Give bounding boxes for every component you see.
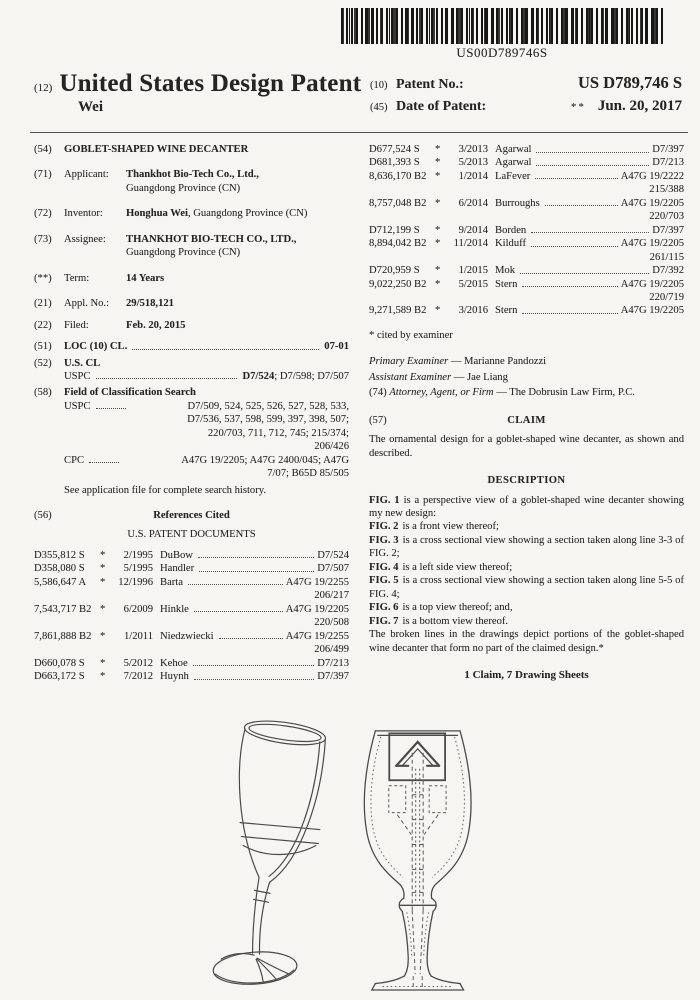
primary-examiner-name: — Marianne Pandozzi [450,356,547,368]
term-asterisks: ** [570,101,586,113]
inid-code-10: (10) [370,80,388,91]
ref-class: A47G 19/2205 [620,278,684,290]
attorney-label: Attorney, Agent, or Firm [389,387,494,399]
reference-row [34,562,349,575]
dotted-leader [535,170,617,180]
field-74-attorney [369,386,684,399]
claims-sheets-summary: 1 Claim, 7 Drawing Sheets [464,668,589,681]
ref-inventor: Kilduff [495,238,526,250]
description-title: DESCRIPTION [487,475,566,487]
ref-class: A47G 19/2205 [285,603,349,615]
barcode-block [341,8,663,61]
claim-title: CLAIM [507,414,546,426]
filed-label: Filed: [64,319,89,331]
ref-class: A47G 19/2205 [620,238,684,250]
content-columns [34,143,684,684]
ref-patent-number: 8,894,042 B2 [369,238,427,250]
ref-date: 5/2012 [123,657,153,669]
assignee-address: Guangdong Province (CN) [126,247,241,259]
ref-class-continuation: 206/499 [314,644,349,656]
ref-date: 5/2013 [458,157,488,169]
ref-star: * [100,576,106,588]
description-line: The broken lines in the drawings depict portions of the goblet-shaped wine decanter that form no part of the claimed design.* [369,629,684,654]
ref-class: D7/397 [652,224,684,236]
ref-date: 1/2015 [458,265,488,277]
dotted-leader [194,670,314,680]
ref-class: D7/213 [317,657,349,669]
ref-date: 6/2009 [123,603,153,615]
field-51-loc [34,340,349,353]
dotted-leader [536,143,649,153]
dotted-leader [96,400,126,410]
inid-code: (71) [34,169,52,181]
ref-class: D7/524 [317,549,349,561]
ref-class-continuation: 220/719 [649,291,684,303]
ref-date: 3/2016 [458,305,488,317]
field-52-us-cl [34,357,349,384]
inid-code: (72) [34,208,52,220]
ref-patent-number: D663,172 S [34,671,85,683]
ref-class: A47G 19/2222 [620,170,684,182]
reference-row [34,603,349,616]
ref-inventor: Stern [495,278,518,290]
description-line: FIG. 1 is a perspective view of a goblet-shaped wine decanter showing my new design: [369,494,684,519]
uspc-main-class: D7/524 [242,370,275,382]
ref-inventor: Niedzwiecki [160,630,214,642]
loc-value: 07-01 [324,341,349,353]
barcode-icon [341,8,663,44]
assignee-label: Assignee: [64,233,106,245]
ref-inventor: Hinkle [160,603,189,615]
ref-class-continuation: 220/508 [314,617,349,629]
dotted-leader [194,603,283,613]
inventor-name: Honghua Wei [126,208,188,220]
ref-star: * [435,224,441,236]
references-cited-title: References Cited [153,510,230,522]
inid-code: (57) [369,414,387,426]
patent-no-label: Patent No.: [396,77,464,92]
uspc-label: USPC [64,400,91,412]
assistant-examiner-name: — Jae Liang [453,371,508,383]
loc-label: LOC (10) CL. [64,341,128,353]
claim-heading [369,414,684,427]
ref-date: 12/1996 [118,576,153,588]
field-54-title [34,143,349,156]
ref-star: * [435,265,441,277]
dotted-leader [522,278,617,288]
ref-date: 6/2014 [458,197,488,209]
cpc-search-classes: A47G 19/2205; A47G 2400/045; A47G [181,454,349,466]
inventor-label: Inventor: [64,208,103,220]
inid-code: (56) [34,510,52,522]
inventor-surname: Wei [78,99,103,115]
applicant-address: Guangdong Province (CN) [126,182,241,194]
goblet-front-section-drawing [352,703,592,1000]
inid-code-12: (12) [34,82,53,94]
inid-code: (52) [34,357,52,369]
reference-row [34,549,349,562]
us-cl-label: U.S. CL [64,357,101,369]
ref-patent-number: D358,080 S [34,563,85,575]
ref-star: * [100,657,106,669]
reference-row [369,304,684,317]
ref-patent-number: 8,757,048 B2 [369,197,427,209]
dotted-leader [132,340,319,350]
inid-code: (74) [369,387,387,399]
applicant-label: Applicant: [64,169,109,181]
uspc-search-classes: 220/703, 711, 712, 745; 215/374; [207,427,349,439]
description-heading [369,474,684,487]
dotted-leader [531,224,649,234]
ref-patent-number: 7,543,717 B2 [34,603,92,615]
header-right-block [370,73,682,120]
barcode-label: US00D789746S [456,45,548,60]
ref-class-continuation: 215/388 [649,184,684,196]
ref-star: * [100,603,106,615]
ref-inventor: Borden [495,224,527,236]
description-line: FIG. 3 is a cross sectional view showing a section taken along line 3-3 of FIG. 2; [369,534,684,560]
ref-inventor: Burroughs [495,197,540,209]
ref-inventor: Mok [495,265,516,277]
dotted-leader [522,304,617,314]
reference-row [369,224,684,237]
document-header [34,70,684,132]
right-column [369,143,684,684]
inid-code: (21) [34,298,52,310]
ref-date: 1/2014 [458,170,488,182]
reference-row [34,670,349,683]
reference-row [369,278,684,291]
ref-inventor: LaFever [495,170,531,182]
ref-class-continuation: 261/115 [649,251,684,263]
examiner-block [369,355,684,399]
ref-class-continuation: 206/217 [314,590,349,602]
field-58-search [34,386,349,497]
ref-date: 2/1995 [123,549,153,561]
description-line: FIG. 2 is a front view thereof; [369,521,499,533]
ref-patent-number: D660,078 S [34,657,85,669]
dotted-leader [531,237,618,247]
field-72-inventor [34,207,349,220]
search-history-note: See application file for complete search history. [64,484,266,496]
inid-code: (22) [34,319,52,331]
inid-code: (**) [34,272,52,284]
ref-inventor: Huynh [160,671,189,683]
dotted-leader [198,549,314,559]
inid-code: (73) [34,233,52,245]
ref-star: * [100,671,106,683]
dotted-leader [193,657,315,667]
reference-row [369,143,684,156]
inid-code: (51) [34,341,52,353]
date-of-patent-label: Date of Patent: [396,99,487,114]
ref-patent-number: D712,199 S [369,224,420,236]
uspc-other-classes: ; D7/598; D7/507 [274,370,349,382]
references-cited-heading [34,509,349,522]
ref-class: D7/397 [317,671,349,683]
assistant-examiner-label: Assistant Examiner [369,371,452,383]
field-21-appl-no [34,297,349,310]
inid-code-45: (45) [370,102,388,113]
dotted-leader [545,197,618,207]
dotted-leader [89,454,119,464]
ref-date: 11/2014 [453,238,488,250]
uspc-label: USPC [64,370,91,382]
ref-patent-number: 7,861,888 B2 [34,630,92,642]
uspc-search-classes: 206/426 [314,441,349,453]
header-divider [30,132,688,133]
reference-row [34,657,349,670]
description-line: FIG. 6 is a top view thereof; and, [369,602,513,614]
ref-star: * [435,157,441,169]
ref-star: * [435,278,441,290]
ref-date: 5/2015 [458,278,488,290]
ref-date: 5/1995 [123,563,153,575]
dotted-leader [536,156,649,166]
ref-star: * [100,630,106,642]
ref-date: 7/2012 [123,671,153,683]
ref-class-continuation: 220/703 [649,211,684,223]
ref-patent-number: 9,022,250 B2 [369,278,427,290]
applicant-name: Thankhot Bio-Tech Co., Ltd., [126,169,259,181]
field-22-filed [34,319,349,332]
ref-star: * [435,144,441,155]
page-title: United States Design Patent [59,70,362,97]
reference-row [369,170,684,183]
reference-row [34,630,349,643]
patent-number: US D789,746 S [577,73,682,92]
description-line: FIG. 5 is a cross sectional view showing a section taken along line 5-5 of FIG. 4; [369,575,684,600]
ref-class: A47G 19/2205 [620,197,684,209]
ref-class: A47G 19/2255 [285,630,349,642]
ref-star: * [435,197,441,209]
description-line: FIG. 7 is a bottom view thereof. [369,615,509,627]
ref-patent-number: D681,393 S [369,157,420,169]
ref-inventor: DuBow [160,549,193,561]
field-71-applicant [34,168,349,195]
ref-date: 3/2013 [458,144,488,155]
invention-title: GOBLET-SHAPED WINE DECANTER [64,144,249,155]
ref-patent-number: 8,636,170 B2 [369,170,427,182]
ref-class: D7/392 [652,265,684,277]
ref-patent-number: D720,959 S [369,265,420,277]
ref-patent-number: 9,271,589 B2 [369,305,427,317]
ref-inventor: Agarwal [495,144,532,155]
ref-class: A47G 19/2205 [620,305,684,317]
inid-code: (54) [34,144,52,155]
attorney-firm: — The Dobrusin Law Firm, P.C. [496,387,635,399]
ref-patent-number: D677,524 S [369,144,420,155]
assignee-name: THANKHOT BIO-TECH CO., LTD., [126,233,297,245]
term-label: Term: [64,272,90,284]
ref-star: * [100,549,106,561]
dotted-leader [188,576,283,586]
appl-no-value: 29/518,121 [126,298,174,310]
ref-inventor: Handler [160,563,195,575]
cpc-label: CPC [64,454,85,466]
primary-examiner-label: Primary Examiner [369,356,449,368]
ref-patent-number: D355,812 S [34,549,85,561]
dotted-leader [199,562,314,572]
ref-inventor: Barta [160,576,183,588]
reference-row [369,197,684,210]
inventor-address: , Guangdong Province (CN) [187,208,308,220]
ref-inventor: Agarwal [495,157,532,169]
ref-class: D7/397 [652,144,684,155]
ref-inventor: Stern [495,305,518,317]
ref-class: D7/507 [317,563,349,575]
figure-goblet-front-section-view [352,703,592,1000]
left-column [34,143,349,684]
filed-value: Feb. 20, 2015 [126,319,186,331]
field-73-assignee [34,233,349,260]
ref-date: 1/2011 [123,630,153,642]
ref-patent-number: 5,586,647 A [34,576,87,588]
inid-code: (58) [34,387,52,399]
uspc-search-classes: D7/536, 537, 598, 599, 397, 398, 507; [187,414,349,426]
ref-date: 9/2014 [458,224,488,236]
term-value: 14 Years [126,272,165,284]
reference-row [34,576,349,589]
us-patent-documents-subtitle: U.S. PATENT DOCUMENTS [127,528,256,540]
ref-star: * [435,170,441,182]
cited-by-examiner-note: * cited by examiner [369,329,453,341]
appl-no-label: Appl. No.: [64,298,110,310]
patent-date: Jun. 20, 2017 [597,98,682,114]
ref-class: A47G 19/2255 [285,576,349,588]
description-line: FIG. 4 is a left side view thereof; [369,561,513,573]
ref-class: D7/213 [652,157,684,169]
ref-star: * [435,238,441,250]
dotted-leader [520,264,649,274]
reference-row [369,264,684,277]
dotted-leader [219,630,283,640]
ref-inventor: Kehoe [160,657,188,669]
reference-row [369,156,684,169]
reference-row [369,237,684,250]
uspc-search-classes: D7/509, 524, 525, 526, 527, 528, 533, [187,400,349,412]
field-of-search-label: Field of Classification Search [64,387,196,399]
ref-star: * [435,305,441,317]
claim-text: The ornamental design for a goblet-shaped wine decanter, as shown and described. [369,434,684,459]
field-term [34,272,349,285]
ref-star: * [100,563,106,575]
dotted-leader [96,370,238,380]
cpc-search-classes: 7/07; B65D 85/505 [267,468,349,480]
